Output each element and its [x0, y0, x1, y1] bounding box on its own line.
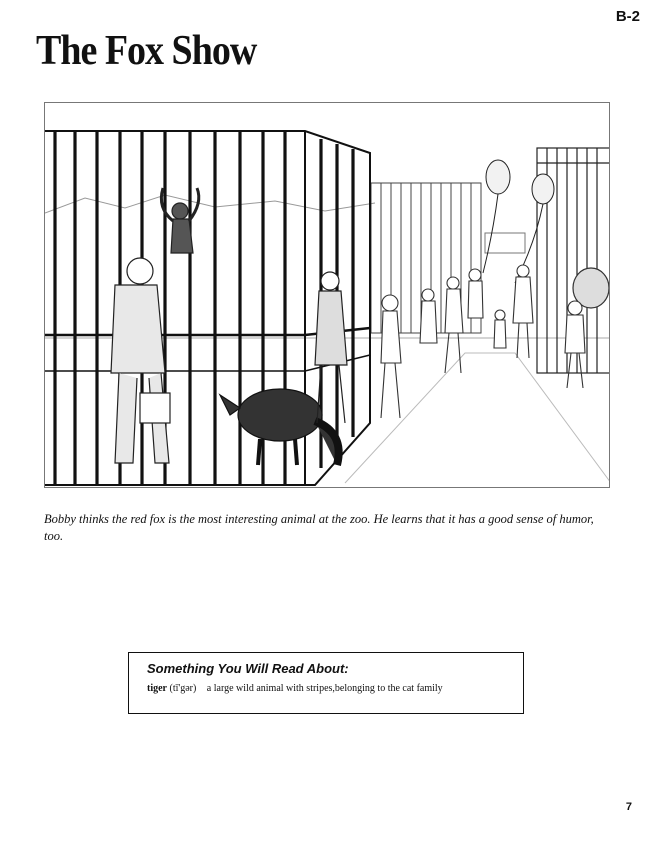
balloons	[483, 160, 554, 283]
vocabulary-box	[128, 652, 524, 714]
zoo-scene-drawing	[45, 103, 610, 488]
zoo-illustration	[44, 102, 610, 488]
vocabulary-heading: Something You Will Read About:	[147, 661, 349, 676]
page-number: 7	[625, 801, 632, 813]
crowd	[381, 265, 585, 418]
page-code: B-2	[615, 8, 640, 25]
page-title: The Fox Show	[36, 27, 257, 75]
vocabulary-definition: a large wild animal with stripes,belonging to the cat family	[206, 683, 443, 694]
monkey	[161, 188, 198, 253]
vocabulary-pronunciation: (tī'gər)	[169, 683, 197, 694]
vocabulary-term: tiger	[147, 683, 167, 694]
illustration-caption: Bobby thinks the red fox is the most interesting animal at the zoo. He learns that it has a good sense of humor, too.	[44, 512, 594, 543]
vocabulary-entry	[147, 683, 507, 694]
